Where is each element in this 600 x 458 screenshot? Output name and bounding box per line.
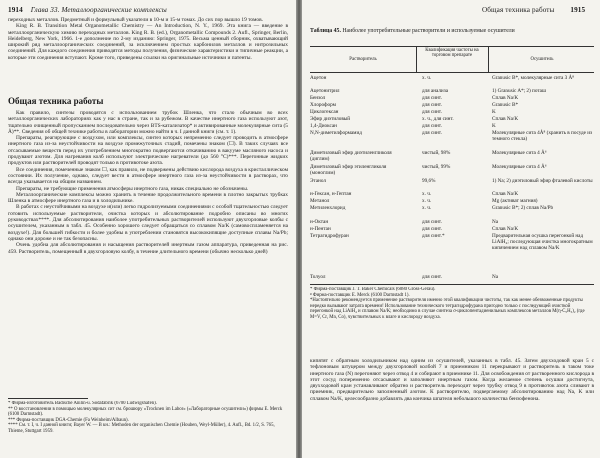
cell-drying-agent: Молекулярные сита 4 Å⁶	[492, 150, 547, 156]
cell-solvent: N,N-диметилформамид	[310, 130, 362, 136]
cell-drying-agent: Na	[492, 219, 499, 225]
cell-drying-agent: Granusic B*	[492, 102, 519, 108]
table-caption-label: Таблица 45.	[310, 28, 341, 34]
cell-solvent: н-Гексан, н-Гептан	[310, 191, 352, 197]
cell-drying-agent: Предварительная осушка перегонкой над LiAlH₄; последующая очистка многократным кипячением над сплавом Na/K	[492, 233, 593, 251]
cell-grade: чистый, 98%	[422, 150, 451, 156]
cell-drying-agent: Granusic B*, молекулярные сита 3 Å⁸	[492, 75, 575, 81]
cell-grade: для синт.	[422, 130, 442, 136]
left-page-number: 1914	[8, 6, 23, 14]
cell-solvent: Толуол	[310, 274, 326, 280]
cell-solvent: н-Октан	[310, 219, 329, 225]
paragraph: кипятят с обратным холодильником над одним из осушителей, указанных в табл. 45. Затем двухходовой кран 5 с тефлоновым штуцером между двухгорловой колбой 7 и приемником 11 перекрывают и растворитель в таком токе инертного газа (N) перегоняют через отвод 4 и собирают в приемнике 11. Для освобождения от растворенного кислорода в этот сосуд попеременно отсасывают и заполняют инертным газом. Когда желаемое степень осушки достигнута, двухходовой кран устанавливают обратно и растворитель переходит через трубку отвод 9 в противоток азота сливают в приемник, предварительно заполненный азотом. К растворителю, подвергаемому абсолютированию над Na, K или сплавом Na/K, целесообразно добавлять два кончика шпателя небольшого количества бензофенона.	[310, 358, 594, 402]
cell-drying-agent: Na	[492, 274, 499, 280]
paragraph: Все соединения, помеченные знаком ☐, как правило, не подвержены действию кислорода воздуха в кристаллическом состоянии. Их получение, однако, следует вести в атмосфере инертного газа из-за неустойчивости в растворах, что всегда указывается на общим названием.	[8, 166, 288, 186]
table-bottom-rule	[310, 284, 594, 285]
cell-solvent: Эфир диэтиловый	[310, 116, 351, 122]
cell-grade: х. ч.	[422, 191, 432, 197]
table-column-rule	[416, 46, 417, 72]
cell-grade: для синт.	[422, 274, 442, 280]
paragraph: переходных металлов. Предметный и формульный указатели в 10-м и 15-м томах. До сих пор вышло 19 томов.	[8, 17, 263, 23]
right-running-title: Общая техника работы	[482, 6, 555, 14]
paragraph: Препараты, не требующие применения атмосферы инертного газа, никак специально не обозначены.	[16, 185, 249, 192]
cell-solvent: Этанол	[310, 178, 326, 184]
cell-grade: для синт.	[422, 102, 442, 108]
left-body-text	[8, 110, 288, 395]
left-running-head	[8, 6, 167, 14]
paragraph: King R. B. Transition Metal Organometallic Chemistry — An Introduction, N. Y., 1969. Эта книга — введение в металлоорганическую химию переходных металлов. King R. B. (ed.), Organometallic Compounds 2. Aufl., Springer, Berlin, Heidelberg, New York, 1966. 1-е дополнение по 2-му изданию: Springer, 1975. Весьма ценный сборник, охватывающий широкий ряд металлоорганических соединений, за исключением простых карбонилов металлов и нитрозильных соединений. Для каждого соединения приводятся методы получения, физические характеристики и типичные реакции, а которые эти соединения вступают. Кроме того, приведены ссылки на оригинальные источники и патенты.	[8, 23, 288, 61]
cell-solvent: Метанол	[310, 198, 330, 204]
right-running-head	[482, 6, 585, 14]
solvents-table	[310, 44, 594, 304]
cell-solvent: Диметиловый эфир диэтиленгликоля (диглим)	[310, 150, 392, 162]
paragraph: В работах с неустойчивыми на воздухе и(или) легко гидролизуемыми соединениями с особой тщательностью следует готовить используемые растворители, очистка которых и абсолютирование подробно описаны во многих руководствах****. Для абсолютирования наиболее употребительных растворителей используют двухгорловые колбы с осушителем, указанным в табл. 45. Особенно хорошего следует обращаться со сплавом Na/K (самовоспламеняется на воздухе!). Для большей гибкости и более удобны в употреблении становятся высококипящие доступные сплавы Na/Pb; однако они дороже и не так безопасны.	[8, 204, 288, 242]
cell-drying-agent: 1) Granusic A*; 2) поташ	[492, 88, 546, 94]
left-page	[0, 0, 296, 458]
cell-drying-agent: Granusic B*; 2) сплав Na/Pb	[492, 205, 554, 211]
table-header-rule	[310, 72, 594, 73]
right-page	[302, 0, 600, 458]
right-page-number: 1915	[570, 6, 586, 14]
cell-solvent: Ацетонитрил	[310, 88, 340, 94]
cell-solvent: Диметиловый эфир этиленгликоля (моноглим)	[310, 164, 387, 176]
cell-solvent: н-Пентан	[310, 226, 331, 232]
footnote: ⁸ Фирма-поставщик E. Merck (6100 Darmstadt 1).	[310, 292, 410, 298]
table-column-rule	[488, 46, 489, 72]
cell-grade: чистый, 99%	[422, 164, 451, 170]
table-header-drying-agent: Осушитель	[530, 57, 554, 62]
cell-drying-agent: 1) Na; 2) диэтиловый эфир фталевой кислоты	[492, 178, 593, 184]
cell-drying-agent: Сплав Na/K	[492, 116, 519, 122]
paragraph: Как правило, синтезы проводятся с использованием трубок Шленка, что стало обычным во всех металлоорганических лабораториях как у нас в стране, так и за рубежом. В качестве инертного газа используют азот, тщательно очищенный пропусканием последовательно через BTS-катализатор* и активированные молекулярные сита (5 Å)**. Сведения об общей технике работы в лаборатории можно найти в ч. I данной книги (см. т. 1).	[8, 110, 288, 135]
cell-drying-agent: K	[492, 109, 496, 115]
cell-drying-agent: Mg (активат магния)	[492, 198, 538, 204]
paragraph: Металлоорганические комплексы можно хранить в течение продолжительного времени в плотно закрытых трубках Шленка в атмосфере инертного газа и в холодильнике.	[8, 191, 288, 205]
cell-solvent: Бензол	[310, 95, 326, 101]
cell-grade: для синт.	[422, 123, 442, 129]
table-header-solvent: Растворитель	[349, 57, 377, 62]
cell-solvent: Метиленхлорид	[310, 205, 346, 211]
cell-drying-agent: Сплав Na/K	[492, 95, 519, 101]
cell-solvent: Циклогексан	[310, 109, 339, 115]
cell-grade: для синт.	[422, 95, 442, 101]
table-footnotes	[310, 287, 594, 347]
table-header-grade: Квалификация частоты на торговом препарате	[425, 48, 479, 59]
table-top-rule	[310, 46, 594, 47]
cell-grade: для синт.	[422, 219, 442, 225]
cell-grade: для синт.	[422, 226, 442, 232]
cell-grade: х. ч., для синт.	[422, 116, 454, 122]
cell-grade: для анализа	[422, 88, 449, 94]
footnote: * Фирма-поставщик J. T. Baker Chemicals (6080 Gross-Gerau).	[310, 287, 436, 292]
footnote: ** О восстановлении в помощью молекулярных сит см. брошюру «Trocknen im Labor» («Лабораторные осушители») фирмы E. Merck (6100 Darmstadt).	[8, 406, 283, 418]
cell-solvent: Тетрагидрофуран	[310, 233, 349, 239]
cell-drying-agent: K	[492, 123, 496, 129]
paragraph: Очень удобна для абсолютирования и насыщения растворителей инертным газом аппаратура, приведенная на рис. 459. Растворитель, помещенный в двухгорловую колбу, в течение длительного времени (обычно несколько дней)	[8, 242, 288, 255]
cell-drying-agent: Молекулярные сита 4 Å⁶	[492, 164, 547, 170]
table-caption	[310, 28, 594, 35]
footnote: *Настоятельно рекомендуется применение растворителя именно этой квалификации чистоты, так как менее обезвоженные продукты нередко вызывают затрата времени! Использование технического тетрагидрофурана пригодно только с последующей очисткой перегонкой над LiAlH₄ и сплавом Na/K; необходимо в случае синтеза σ-циклопентадиенильных комплексов металлов M(η-C₅H₅)₂ (где M=V, Cr, Mn, Co), чувствительных к влаге и кислороду воздуха.	[310, 298, 585, 320]
cell-drying-agent: Сплав Na/K	[492, 226, 519, 232]
cell-grade: х. ч.	[422, 198, 432, 204]
cell-grade: для синт.*	[422, 233, 445, 239]
cell-drying-agent: Сплав Na/K	[492, 191, 519, 197]
paragraph: Препараты, реагирующие с воздухом, или комплексы, синтез которых непременно следует проводить в атмосфере инертного газа из-за неустойчивости на воздухе промежуточных стадий, помечены знаком (☐). В таких случаях все отсасываемые веществ перед их употреблением многократно подвергаются откачиванию в вакууме масляного насоса и продувают азотом. Для нагревания колб используют электрические нагреватели (до 560 °С)***. Перегонные жидких продуктов или растворителей проводят только в противотоке азота.	[8, 135, 288, 167]
cell-solvent: Хлороформ	[310, 102, 336, 108]
cell-solvent: Ацетон	[310, 75, 327, 81]
section-heading: Общая техника работы	[8, 96, 104, 106]
cell-grade: х. ч.	[422, 75, 432, 81]
cell-grade: 99,6%	[422, 178, 436, 184]
cell-drying-agent: Молекулярные сита 4Å⁸ (хранить в посуде из темного стекла)	[492, 130, 593, 142]
left-top-text	[8, 17, 288, 92]
left-footnotes	[8, 401, 288, 455]
cell-solvent: 1,4-Диоксан	[310, 123, 337, 129]
footnote: **** См. т. I, ч. I данной книги; Bayer W. — В кн.: Methoden der organischen Chemie (Houben, Weyl-Müller), 4. Aufl., Bd. 1/2, S. 765, Thieme, Stuttgart 1959.	[8, 423, 275, 434]
cell-grade: для синт.	[422, 109, 442, 115]
cell-grade: х. ч.	[422, 205, 432, 211]
right-body-text	[310, 358, 594, 455]
footnote: *** Фирма-поставщик DGA-Chemie (Fa Weinheim/Albaun).	[8, 417, 129, 423]
table-caption-text: Наиболее употребительные растворители и используемые осушители	[342, 28, 515, 34]
footnote: * Фирма-изготовитель Badische Anilin-u. Sodafabrik (6700 Ludwigshafen).	[8, 401, 157, 406]
left-running-title: Глава 33. Металлоорганические комплексы	[30, 6, 167, 14]
footnote-rule	[8, 398, 88, 399]
